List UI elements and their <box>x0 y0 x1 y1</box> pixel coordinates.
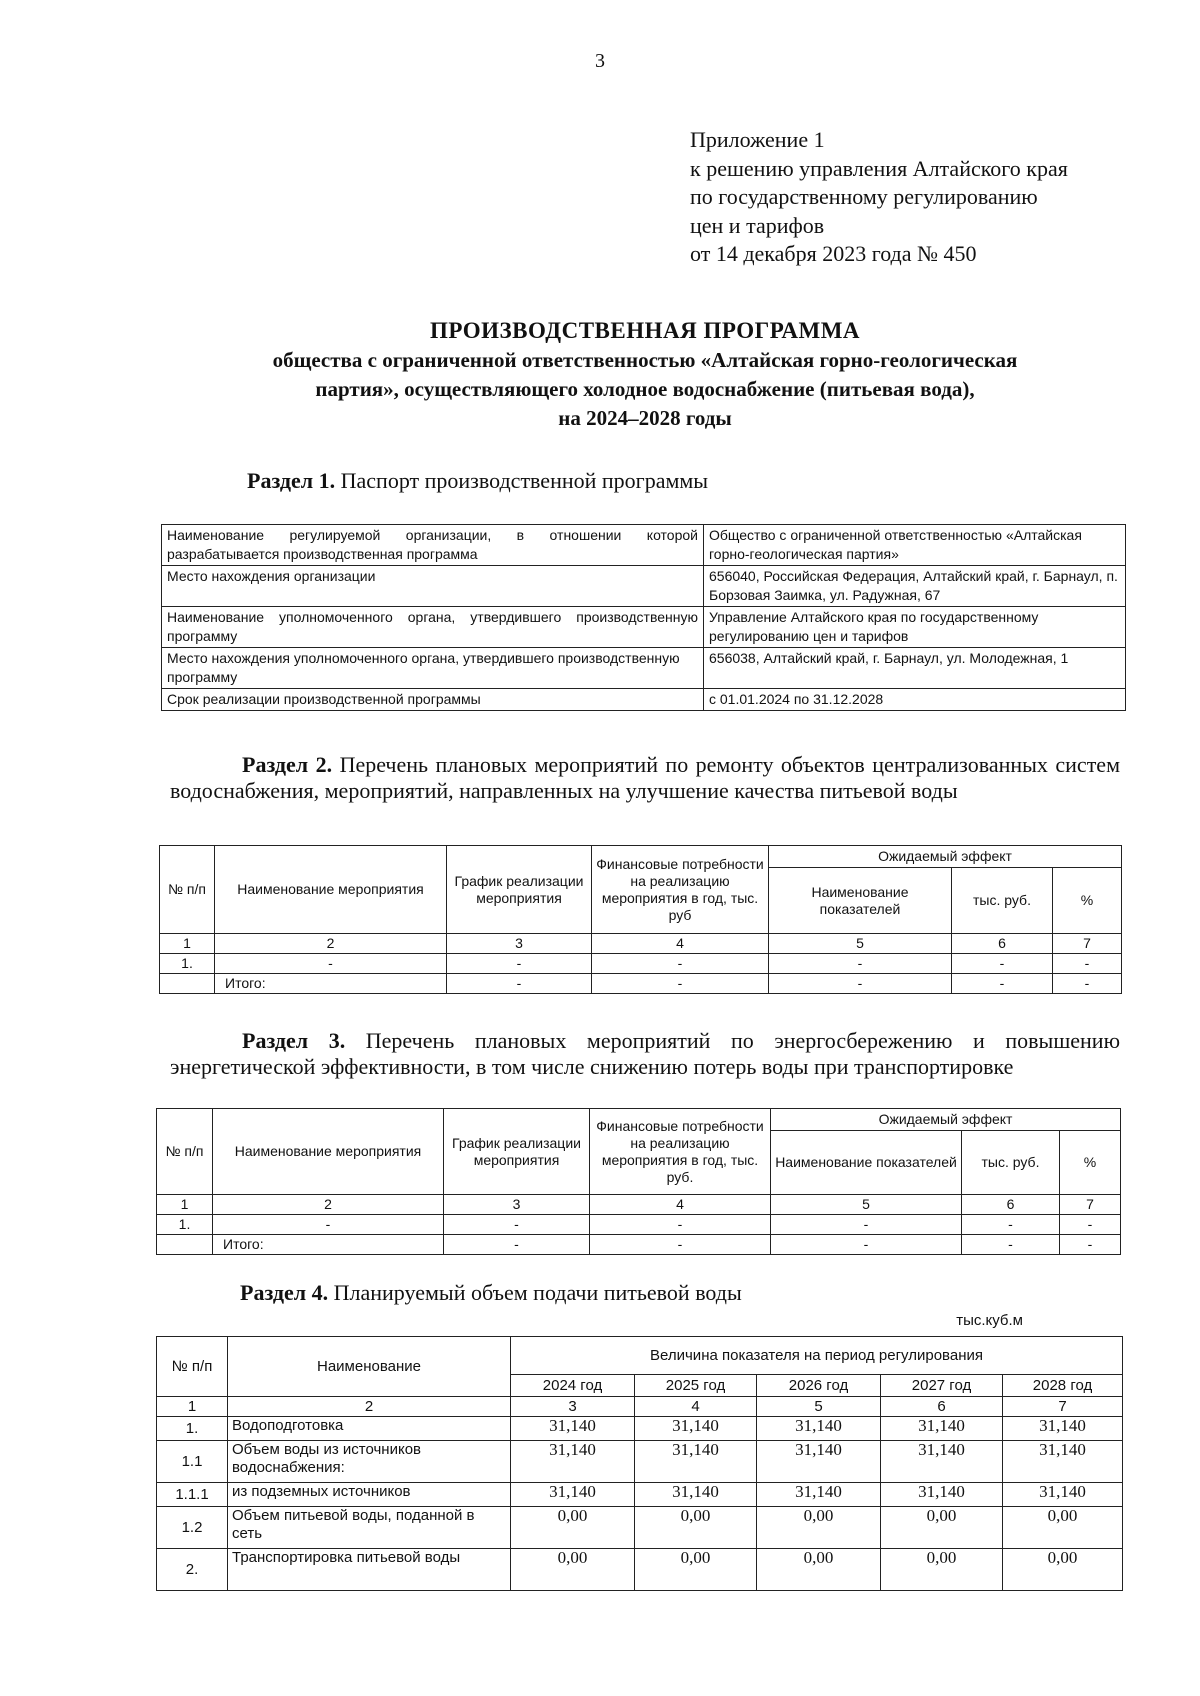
header-pct: % <box>1053 868 1122 934</box>
table-row <box>157 1397 1123 1417</box>
section4-table <box>156 1336 1123 1591</box>
row-value: 0,00 <box>635 1549 757 1591</box>
table-row <box>162 648 1126 689</box>
header-rub: тыс. руб. <box>962 1131 1060 1195</box>
col-number: 3 <box>511 1397 635 1417</box>
passport-value: 656040, Российская Федерация, Алтайский край, г. Барнаул, п. Борзовая Заимка, ул. Радужная, 67 <box>704 566 1126 607</box>
table-cell: - <box>1060 1235 1121 1255</box>
row-value: 31,140 <box>757 1417 881 1441</box>
col-number: 2 <box>215 934 447 954</box>
passport-table <box>161 524 1126 711</box>
table-cell: - <box>769 974 952 994</box>
header-year: 2025 год <box>635 1375 757 1397</box>
table-cell: - <box>1053 954 1122 974</box>
row-value: 31,140 <box>881 1483 1003 1507</box>
col-number: 5 <box>771 1195 962 1215</box>
section3-label: Раздел 3. <box>242 1028 346 1053</box>
passport-name: Наименование уполномоченного органа, утвердившего производственную программу <box>162 607 704 648</box>
table-row <box>160 934 1122 954</box>
appendix-line: к решению управления Алтайского края <box>690 155 1068 181</box>
row-value: 0,00 <box>1003 1549 1123 1591</box>
table-cell: - <box>592 954 769 974</box>
table-cell: - <box>769 954 952 974</box>
section2-table <box>159 845 1122 994</box>
table-cell: - <box>952 974 1053 994</box>
page-number: 3 <box>595 50 605 72</box>
header-finance: Финансовые потребности на реализацию мероприятия в год, тыс. руб. <box>590 1109 771 1195</box>
col-number: 2 <box>213 1195 444 1215</box>
table-cell: - <box>447 974 592 994</box>
col-number: 4 <box>635 1397 757 1417</box>
table-cell: - <box>590 1215 771 1235</box>
table-row <box>157 1417 1123 1441</box>
appendix-line: от 14 декабря 2023 года № 450 <box>690 241 977 266</box>
col-number: 6 <box>881 1397 1003 1417</box>
row-num: 1. <box>157 1417 228 1441</box>
row-name: Транспортировка питьевой воды <box>228 1549 511 1591</box>
section4-text: Планируемый объем подачи питьевой воды <box>333 1280 742 1305</box>
passport-name: Место нахождения уполномоченного органа, утвердившего производственную программу <box>162 648 704 689</box>
section3-table <box>156 1108 1121 1255</box>
row-value: 0,00 <box>511 1549 635 1591</box>
header-name: Наименование мероприятия <box>213 1109 444 1195</box>
header-schedule: График реализации мероприятия <box>447 846 592 934</box>
col-number: 2 <box>228 1397 511 1417</box>
title-line: общества с ограниченной ответственностью «Алтайская горно-геологическая <box>272 348 1018 372</box>
col-number: 4 <box>590 1195 771 1215</box>
row-value: 0,00 <box>881 1507 1003 1549</box>
section2-label: Раздел 2. <box>242 752 333 777</box>
passport-value: Управление Алтайского края по государственному регулированию цен и тарифов <box>704 607 1126 648</box>
row-value: 31,140 <box>757 1483 881 1507</box>
passport-value: 656038, Алтайский край, г. Барнаул, ул. Молодежная, 1 <box>704 648 1126 689</box>
row-value: 31,140 <box>757 1441 881 1483</box>
col-number: 7 <box>1060 1195 1121 1215</box>
header-pct: % <box>1060 1131 1121 1195</box>
section1-heading <box>247 468 708 494</box>
table-cell: - <box>444 1215 590 1235</box>
appendix-line: по государственному регулированию <box>690 184 1038 209</box>
row-name: Объем питьевой воды, поданной в сеть <box>228 1507 511 1549</box>
table-cell: - <box>962 1235 1060 1255</box>
table-total-row <box>157 1235 1121 1255</box>
table-cell: - <box>444 1235 590 1255</box>
table-cell: - <box>1053 974 1122 994</box>
row-value: 31,140 <box>1003 1417 1123 1441</box>
table-cell <box>157 1235 213 1255</box>
table-row <box>157 1215 1121 1235</box>
title-line: ПРОИЗВОДСТВЕННАЯ ПРОГРАММА <box>429 318 861 343</box>
table-cell: - <box>962 1215 1060 1235</box>
table-cell <box>160 974 215 994</box>
row-value: 0,00 <box>757 1549 881 1591</box>
table-row <box>157 1549 1123 1591</box>
table-cell: - <box>952 954 1053 974</box>
units-label: тыс.куб.м <box>956 1312 1023 1329</box>
header-effect: Ожидаемый эффект <box>769 846 1122 868</box>
table-cell: - <box>592 974 769 994</box>
passport-name: Срок реализации производственной программы <box>162 689 704 711</box>
col-number: 6 <box>952 934 1053 954</box>
table-row <box>162 689 1126 711</box>
section3-heading <box>170 1028 1120 1080</box>
appendix-line: Приложение 1 <box>690 127 825 152</box>
header-period: Величина показателя на период регулирования <box>511 1337 1123 1375</box>
table-cell: - <box>1060 1215 1121 1235</box>
row-value: 31,140 <box>511 1417 635 1441</box>
header-year: 2024 год <box>511 1375 635 1397</box>
table-header-row <box>157 1109 1121 1131</box>
section1-label: Раздел 1. <box>247 468 336 493</box>
passport-value: с 01.01.2024 по 31.12.2028 <box>704 689 1126 711</box>
title-line: на 2024–2028 годы <box>558 406 732 430</box>
table-cell: - <box>771 1215 962 1235</box>
header-year: 2027 год <box>881 1375 1003 1397</box>
header-name: Наименование <box>228 1337 511 1397</box>
row-value: 31,140 <box>881 1417 1003 1441</box>
header-num: № п/п <box>157 1109 213 1195</box>
row-value: 31,140 <box>1003 1483 1123 1507</box>
col-number: 6 <box>962 1195 1060 1215</box>
col-number: 3 <box>444 1195 590 1215</box>
row-value: 0,00 <box>635 1507 757 1549</box>
header-effect: Ожидаемый эффект <box>771 1109 1121 1131</box>
row-value: 31,140 <box>1003 1441 1123 1483</box>
row-value: 31,140 <box>635 1441 757 1483</box>
row-name: Водоподготовка <box>228 1417 511 1441</box>
passport-name: Место нахождения организации <box>162 566 704 607</box>
header-year: 2028 год <box>1003 1375 1123 1397</box>
header-finance: Финансовые потребности на реализацию мероприятия в год, тыс. руб <box>592 846 769 934</box>
col-number: 3 <box>447 934 592 954</box>
table-row <box>160 954 1122 974</box>
row-value: 31,140 <box>635 1417 757 1441</box>
table-row <box>162 607 1126 648</box>
col-number: 5 <box>769 934 952 954</box>
header-schedule: График реализации мероприятия <box>444 1109 590 1195</box>
passport-value: Общество с ограниченной ответственностью «Алтайская горно-геологическая партия» <box>704 525 1126 566</box>
table-header-row <box>157 1337 1123 1375</box>
row-value: 0,00 <box>511 1507 635 1549</box>
section3-text: Перечень плановых мероприятий по энергосбережению и повышению энергетической эффективности, в том числе снижению потерь воды при транспортировке <box>170 1028 1121 1079</box>
row-value: 31,140 <box>511 1441 635 1483</box>
row-num: 1.1.1 <box>157 1483 228 1507</box>
table-row <box>157 1483 1123 1507</box>
row-value: 31,140 <box>511 1483 635 1507</box>
table-cell: - <box>447 954 592 974</box>
row-value: 31,140 <box>635 1483 757 1507</box>
header-num: № п/п <box>157 1337 228 1397</box>
table-cell: - <box>590 1235 771 1255</box>
header-indicator: Наименование показателей <box>771 1131 962 1195</box>
table-total-row <box>160 974 1122 994</box>
header-num: № п/п <box>160 846 215 934</box>
appendix-header <box>690 126 1068 269</box>
row-num: 2. <box>157 1549 228 1591</box>
table-row <box>157 1507 1123 1549</box>
col-number: 5 <box>757 1397 881 1417</box>
col-number: 4 <box>592 934 769 954</box>
total-label: Итого: <box>213 1235 444 1255</box>
table-header-row <box>160 846 1122 868</box>
section4-label: Раздел 4. <box>240 1280 329 1305</box>
table-cell: - <box>771 1235 962 1255</box>
section4-heading <box>240 1280 742 1306</box>
table-cell: 1. <box>160 954 215 974</box>
appendix-line: цен и тарифов <box>690 212 825 238</box>
section2-heading <box>170 752 1120 804</box>
title-line: партия», осуществляющего холодное водоснабжение (питьевая вода), <box>315 377 975 401</box>
col-number: 1 <box>160 934 215 954</box>
col-number: 7 <box>1003 1397 1123 1417</box>
table-row <box>162 525 1126 566</box>
col-number: 1 <box>157 1195 213 1215</box>
document-title <box>120 316 1170 433</box>
header-rub: тыс. руб. <box>952 868 1053 934</box>
passport-name: Наименование регулируемой организации, в отношении которой разрабатывается производственная программа <box>162 525 704 566</box>
row-value: 0,00 <box>757 1507 881 1549</box>
row-num: 1.2 <box>157 1507 228 1549</box>
table-row <box>162 566 1126 607</box>
col-number: 1 <box>157 1397 228 1417</box>
row-value: 0,00 <box>1003 1507 1123 1549</box>
table-cell: 1. <box>157 1215 213 1235</box>
row-value: 0,00 <box>881 1549 1003 1591</box>
table-cell: - <box>213 1215 444 1235</box>
section2-text: Перечень плановых мероприятий по ремонту объектов централизованных систем водоснабжения, мероприятий, направленных на улучшение качества питьевой воды <box>170 752 1120 803</box>
row-name: Объем воды из источников водоснабжения: <box>228 1441 511 1483</box>
table-row <box>157 1195 1121 1215</box>
table-row <box>157 1441 1123 1483</box>
header-year: 2026 год <box>757 1375 881 1397</box>
header-indicator: Наименование показателей <box>769 868 952 934</box>
col-number: 7 <box>1053 934 1122 954</box>
row-value: 31,140 <box>881 1441 1003 1483</box>
header-name: Наименование мероприятия <box>215 846 447 934</box>
section1-text: Паспорт производственной программы <box>340 468 709 493</box>
table-cell: - <box>215 954 447 974</box>
row-num: 1.1 <box>157 1441 228 1483</box>
total-label: Итого: <box>215 974 447 994</box>
row-name: из подземных источников <box>228 1483 511 1507</box>
